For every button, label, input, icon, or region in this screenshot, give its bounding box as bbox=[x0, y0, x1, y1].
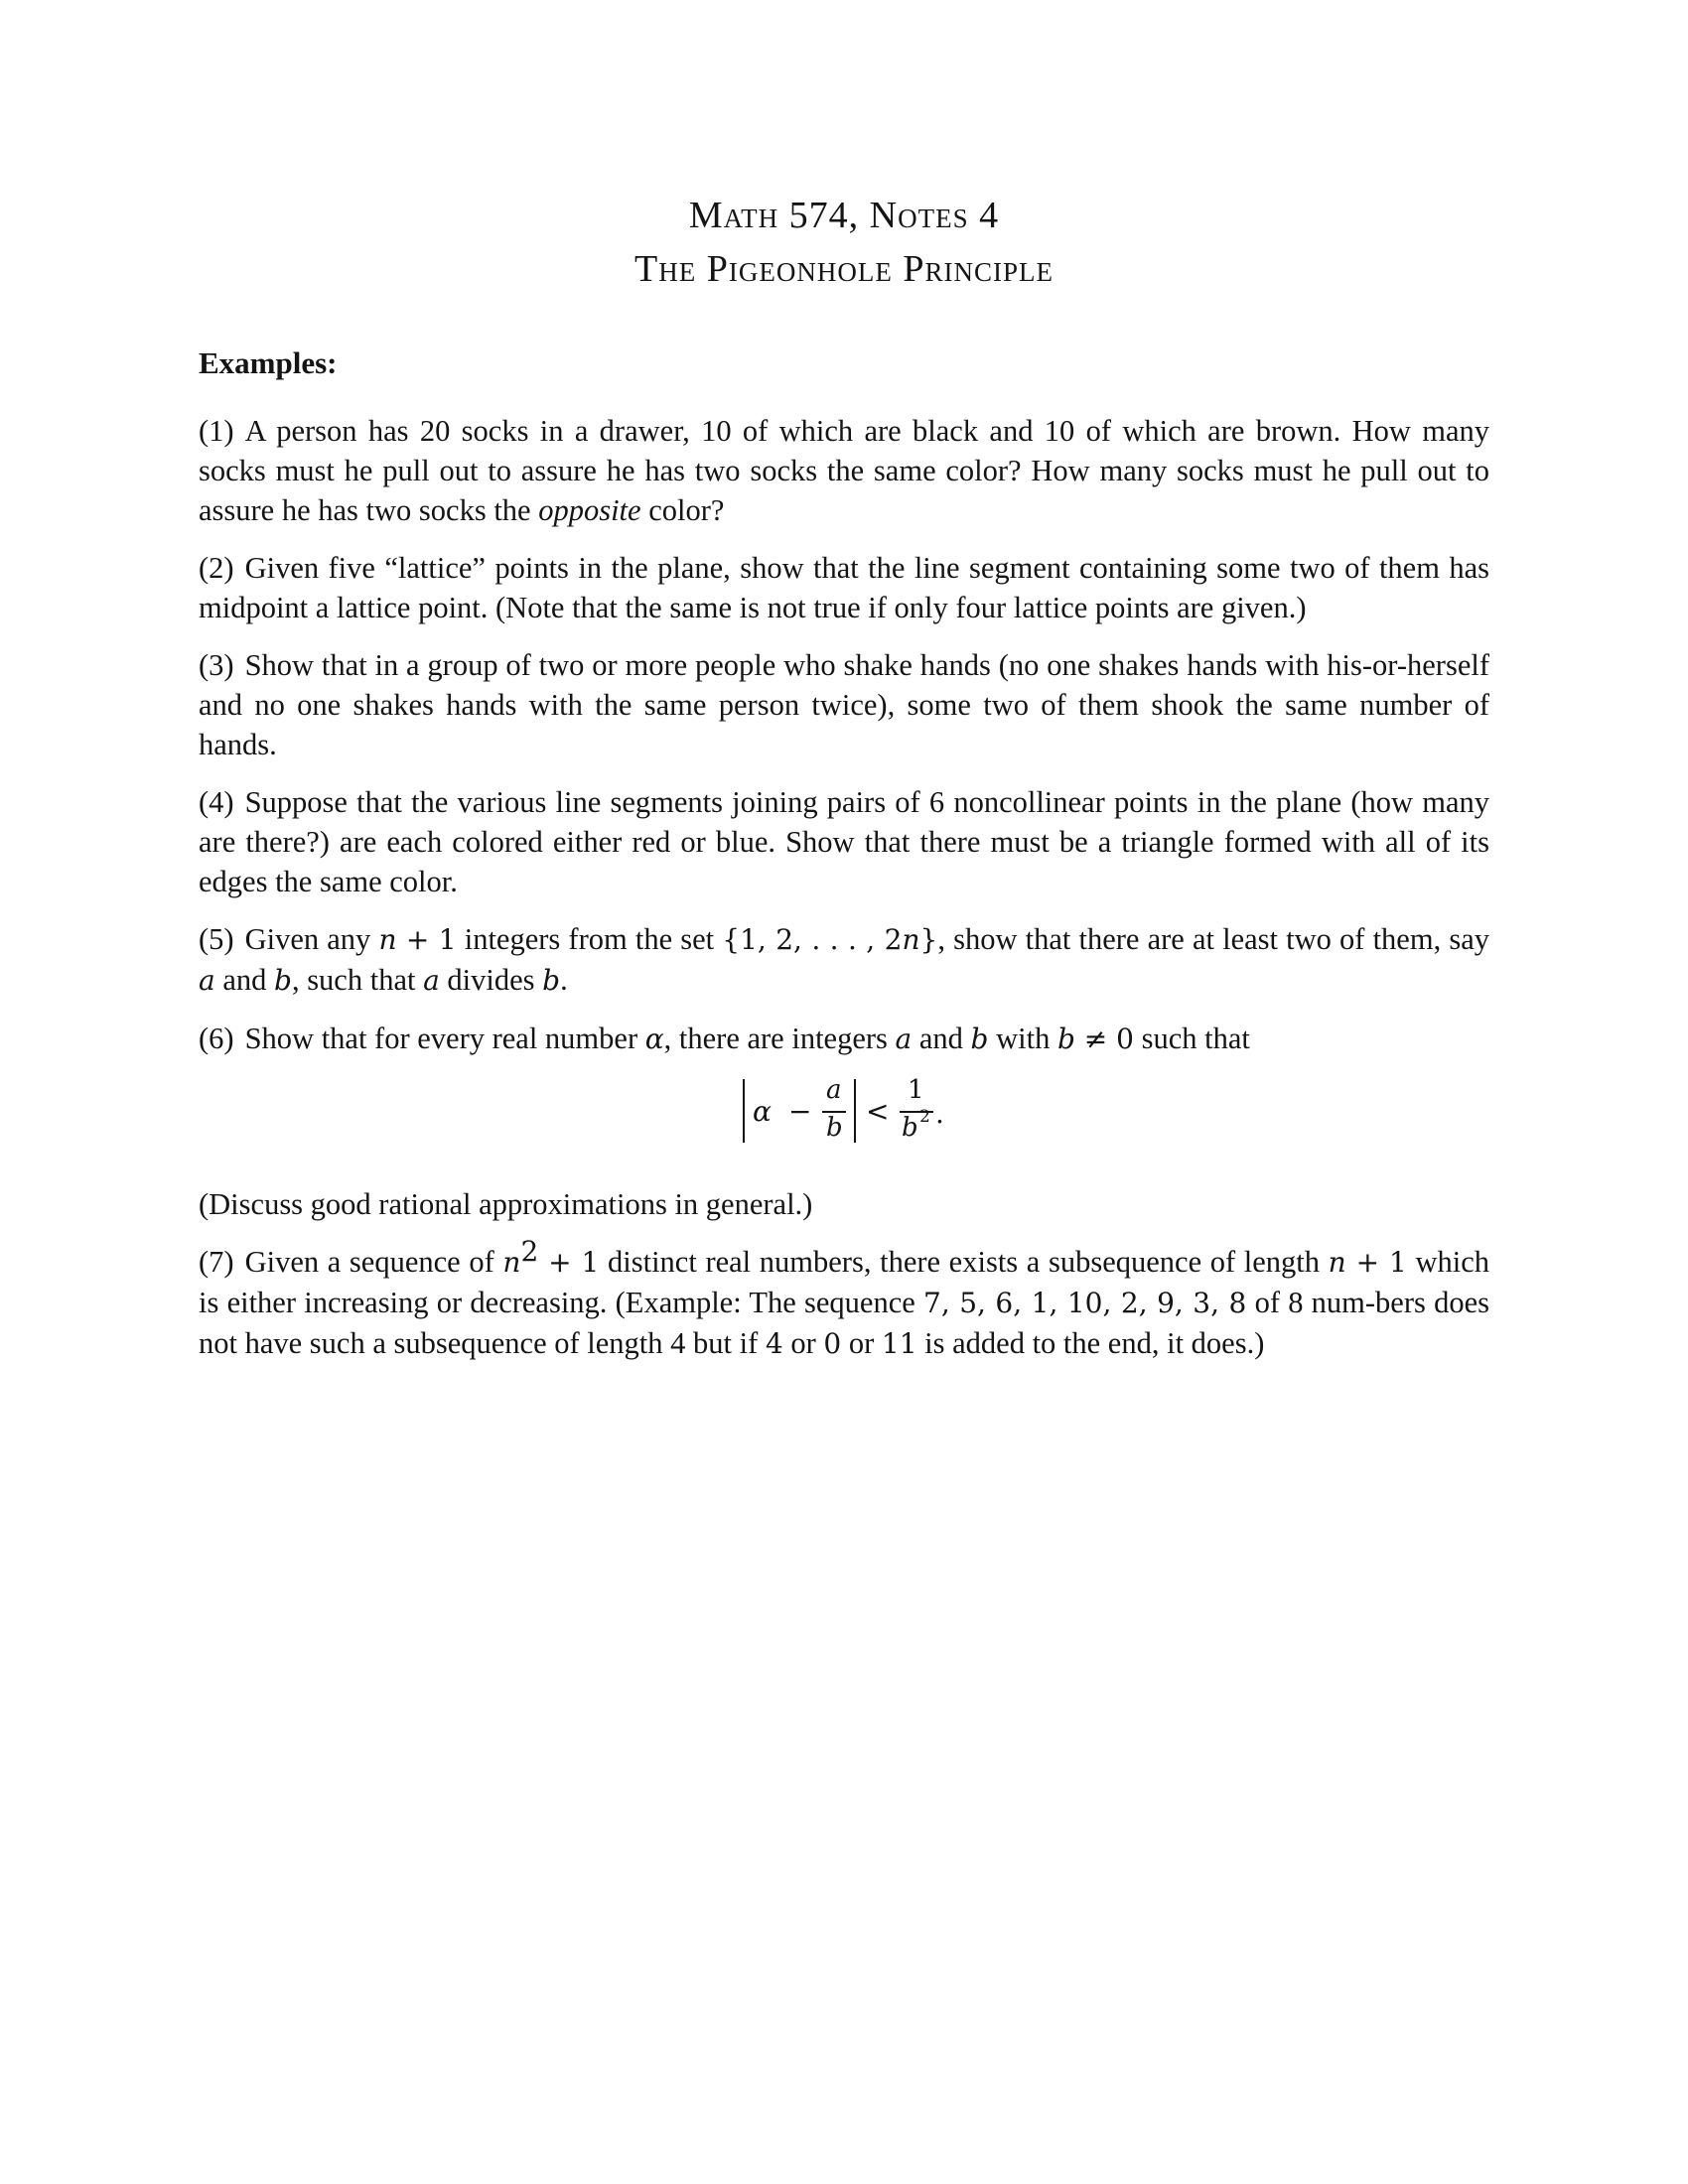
problem-number: (7) bbox=[199, 1245, 234, 1279]
examples-heading: Examples: bbox=[199, 345, 338, 380]
document-title-line2: The Pigeonhole Principle bbox=[634, 248, 1054, 290]
document-title-line1: Math 574, Notes 4 bbox=[688, 195, 1000, 236]
problem-5: (5) Given any n + 1 integers from the set {1, 2, . . . , 2n}, show that there are at least two of them, say a and b, such that a divides b. bbox=[199, 922, 1489, 997]
emphasis: opposite bbox=[538, 493, 641, 527]
problem-7: (7) Given a sequence of $n^2 + 1$ distinct real numbers, there exists a subsequence of length n + 1 which is either increasing or decreasing. (Example: The sequence 7, 5, 6, 1, 10, 2, 9, 3, 8 of 8 num-bers does not have such a subsequence of length 4 but if 4 or 0 or 11 is added to the end, it does.) bbox=[199, 1234, 1490, 1360]
problem-number: (3) bbox=[199, 648, 234, 682]
problem-number: (2) bbox=[199, 551, 234, 585]
problem-1: (1) A person has 20 socks in a drawer, 10 of which are black and 10 of which are brown. How many socks must he pull out to assure he has two socks the same color? How many socks must he pull out to assure he has two socks the opposite color? bbox=[199, 414, 1489, 527]
problem-2: (2) Given five “lattice” points in the plane, show that the line segment containing some two of them has midpoint a lattice point. (Note that the same is not true if only four lattice points are given.) bbox=[199, 551, 1489, 624]
document-page bbox=[199, 189, 1489, 1382]
problem-6: (6) Show that for every real number α, there are integers a and b with b ≠ 0 such that bbox=[199, 1022, 1250, 1055]
problem-4: (4) Suppose that the various line segments joining pairs of 6 noncollinear points in the plane (how many are there?) are each colored either red or blue. Show that there must be a triangle formed with all of its edges the same color. bbox=[199, 785, 1489, 898]
problem-number: (4) bbox=[199, 785, 234, 819]
problem-3: (3) Show that in a group of two or more people who shake hands (no one shakes hands with his-or-herself and no one shakes hands with the same person twice), some two of them shook the same number of hands. bbox=[199, 648, 1489, 761]
approximation-inequality: α − a b < 1 b 2 . bbox=[743, 1069, 1001, 1159]
problem-6-note: (Discuss good rational approximations in general.) bbox=[199, 1187, 813, 1221]
problem-number: (5) bbox=[199, 922, 234, 956]
display-formula bbox=[199, 1061, 1489, 1170]
problem-number: (1) bbox=[199, 414, 234, 448]
abs-bar-left bbox=[743, 1079, 745, 1143]
abs-bar-right bbox=[854, 1079, 856, 1143]
problem-number: (6) bbox=[199, 1022, 234, 1055]
